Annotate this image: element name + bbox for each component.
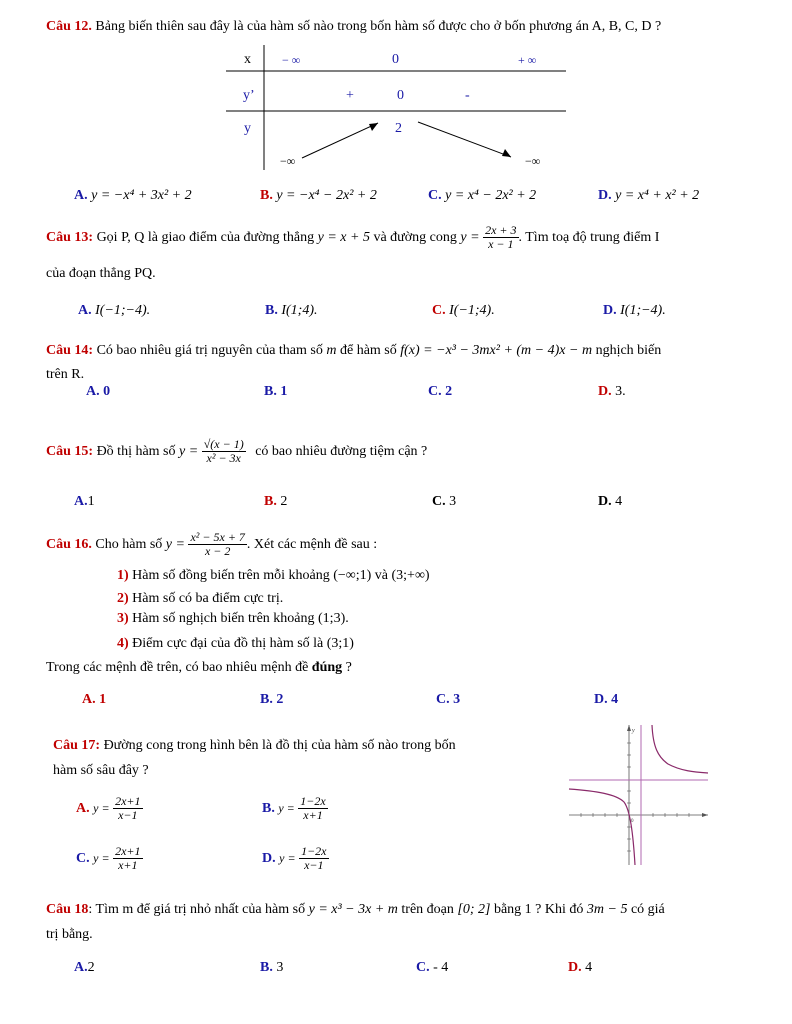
q15-option-a[interactable]: A.1 (74, 494, 95, 509)
table-y-label: y (244, 121, 251, 136)
table-x-pos-inf: + ∞ (518, 53, 537, 67)
q12-stem (46, 19, 661, 35)
q16-option-b[interactable]: B. 2 (260, 692, 284, 707)
table-yp-minus: - (465, 88, 470, 103)
q13-stem: Câu 13: Gọi P, Q là giao điểm của đường thẳng y = x + 5 và đường cong y = $\frac{2x + 3}{x - 1}$ . Tìm toạ độ trung điểm I (46, 223, 660, 252)
q18-stem: Câu 18: Tìm m để giá trị nhỏ nhất của hàm số y = x³ − 3x + m trên đoạn [0; 2] bằng 1 ? Khi đó 3m − 5 có giá (46, 902, 665, 917)
q13-option-b[interactable]: B. I(1;4). (265, 303, 318, 318)
q12-option-a[interactable]: A. y = −x⁴ + 3x² + 2 (74, 188, 192, 203)
q15-label: Câu 15: (46, 443, 94, 459)
q17-option-b[interactable]: B. y = $\frac{1-2x}{x+1}$ (262, 794, 326, 823)
q13-label: Câu 13: (46, 229, 94, 245)
q13-curve-fraction: $\frac{2x + 3}{x - 1}$ (485, 223, 517, 252)
q14-stem: Câu 14: Có bao nhiêu giá trị nguyên của tham số m để hàm số f(x) = −x³ − 3mx² + (m − 4)x − m nghịch biến (46, 343, 662, 358)
q13-option-c[interactable]: C. I(−1;4). (432, 303, 495, 318)
q14-label: Câu 14: (46, 343, 94, 358)
q12-label: Câu 12. (46, 19, 92, 34)
q16-question: Trong các mệnh đề trên, có bao nhiêu mệnh đề đúng ? (46, 660, 352, 675)
q17-hyperbola-graph (566, 722, 712, 868)
q12-option-c[interactable]: C. y = x⁴ − 2x² + 2 (428, 188, 537, 203)
q16-statement-2: 2) Hàm số có ba điểm cực trị. (117, 591, 284, 606)
q15-option-d[interactable]: D. 4 (598, 494, 623, 509)
q14-option-d[interactable]: D. 3. (598, 384, 626, 399)
q18-option-b[interactable]: B. 3 (260, 960, 284, 975)
q16-stem: Câu 16. Cho hàm số y = $\frac{\text{x² − 5x + 7}}{x - 2}$ . Xét các mệnh đề sau : (46, 530, 378, 559)
q15-option-c[interactable]: C. 3 (432, 494, 457, 509)
table-yp-label: y’ (243, 88, 255, 103)
q16-option-d[interactable]: D. 4 (594, 692, 619, 707)
table-x-label: x (244, 52, 251, 67)
table-yp-zero: 0 (397, 88, 404, 103)
q16-statement-4: 4) Điểm cực đại của đồ thị hàm số là (3;1) (117, 636, 354, 651)
q17-label: Câu 17: (53, 738, 101, 753)
q18-option-a[interactable]: A.2 (74, 960, 95, 975)
graph-origin-label: 0 (631, 819, 634, 824)
q17-option-c[interactable]: C. y = $\frac{2x+1}{x+1}$ (76, 844, 141, 873)
q15-fraction: $\frac{√(x - 1)}{\text{x² − 3x}}$ (203, 437, 244, 466)
q18-stem-line2: trị bằng. (46, 927, 93, 942)
q12-option-b[interactable]: B. y = −x⁴ − 2x² + 2 (260, 188, 377, 203)
left-branch (569, 789, 635, 865)
table-y-max: 2 (395, 121, 402, 136)
q12-text: Bảng biến thiên sau đây là của hàm số nào trong bốn hàm số được cho ở bốn phương án A, B, C, D ? (95, 19, 662, 34)
table-yp-plus: + (346, 88, 354, 103)
q13-stem-line2: của đoạn thẳng PQ. (46, 266, 156, 281)
right-branch (652, 725, 708, 773)
q15-stem: Câu 15: Đồ thị hàm số y = $\frac{√(x - 1)}{\text{x² − 3x}}$ có bao nhiêu đường tiệm cận ? (46, 437, 428, 466)
q16-option-c[interactable]: C. 3 (436, 692, 461, 707)
q16-statement-3: 3) Hàm số nghịch biến trên khoảng (1;3). (117, 611, 349, 626)
q17-stem: Câu 17: Đường cong trong hình bên là đồ thị của hàm số nào trong bốn (53, 738, 456, 753)
q17-stem-line2: hàm số sâu đây ? (53, 763, 149, 778)
q17-option-a[interactable]: A. y = $\frac{2x+1}{x-1}$ (76, 794, 141, 823)
q18-option-d[interactable]: D. 4 (568, 960, 593, 975)
table-y-right: −∞ (525, 154, 541, 168)
q15-option-b[interactable]: B. 2 (264, 494, 288, 509)
q16-statement-1: 1) Hàm số đồng biến trên mỗi khoảng (−∞;1) và (3;+∞) (117, 568, 430, 583)
q13-option-d[interactable]: D. I(1;−4). (603, 303, 666, 318)
table-x-zero: 0 (392, 52, 399, 67)
q12-option-d[interactable]: D. y = x⁴ + x² + 2 (598, 188, 700, 203)
graph-y-label: y (632, 728, 635, 734)
table-y-left: −∞ (280, 154, 296, 168)
q13-option-a[interactable]: A. I(−1;−4). (78, 303, 151, 318)
q14-option-a[interactable]: A. 0 (86, 384, 111, 399)
q18-option-c[interactable]: C. - 4 (416, 960, 449, 975)
q14-option-c[interactable]: C. 2 (428, 384, 453, 399)
q18-label: Câu 18 (46, 902, 89, 917)
q14-stem-line2: trên R. (46, 367, 85, 382)
table-x-neg-inf: − ∞ (282, 53, 301, 67)
q16-label: Câu 16. (46, 536, 92, 552)
q16-fraction: $\frac{\text{x² − 5x + 7}}{x - 2}$ (190, 530, 245, 559)
q14-option-b[interactable]: B. 1 (264, 384, 288, 399)
q17-option-d[interactable]: D. y = $\frac{1-2x}{x-1}$ (262, 844, 327, 873)
q16-option-a[interactable]: A. 1 (82, 692, 107, 707)
